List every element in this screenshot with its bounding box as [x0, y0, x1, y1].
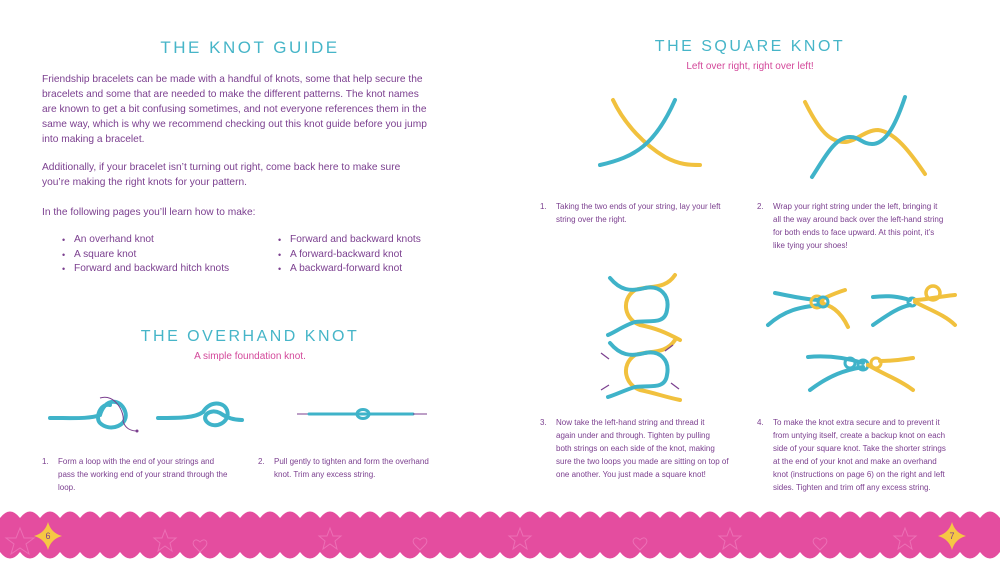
page-title: THE KNOT GUIDE — [160, 38, 340, 57]
step-line: from untying itself, create a backup knot on each — [773, 431, 946, 440]
intro-line: same way, which is why we recommend checking out this knot guide before you jump — [42, 119, 427, 130]
section-title: THE OVERHAND KNOT — [140, 328, 360, 345]
knot-list-right — [278, 233, 498, 277]
step-line: Pull gently to tighten and form the overhand — [274, 457, 429, 466]
decorative-footer-band — [0, 500, 1000, 570]
step-line: at the end of your knot and make an overhand — [773, 457, 937, 466]
square-knot-step4-illustration — [765, 285, 985, 400]
step-line: Now take the left-hand string and thread it — [556, 418, 705, 427]
step-number: 2. — [258, 457, 265, 466]
step-number: 1. — [42, 457, 49, 466]
step-line: Form a loop with the end of your strings and — [58, 457, 215, 466]
intro-line: Friendship bracelets can be made with a handful of knots, some that help secure the — [42, 74, 423, 85]
second-paragraph — [42, 160, 482, 190]
page-title: THE SQUARE KNOT — [654, 38, 846, 55]
square-knot-step2-illustration — [800, 92, 930, 182]
step-line: one another. You just made a square knot! — [556, 470, 706, 479]
step-line: sides. Tighten and trim off any excess string. — [773, 483, 931, 492]
step-line: Wrap your right string under the left, bringing it — [773, 202, 938, 211]
list-item: • A square knot — [62, 248, 262, 263]
knot-list-left — [62, 233, 262, 277]
page-number-left: 6 — [45, 531, 51, 541]
intro-line: are known to get a bit confusing sometimes, and not everyone references them in the — [42, 104, 427, 115]
step-line: all the way around back over the left-hand string — [773, 215, 944, 224]
square-knot-step3-illustration — [605, 270, 690, 400]
list-item: • A backward-forward knot — [278, 262, 498, 277]
step-number: 3. — [540, 418, 547, 427]
intro-paragraph — [42, 72, 482, 147]
overhand-knot-illustration — [155, 398, 245, 433]
overhand-tightened-illustration — [295, 407, 430, 421]
step-line: Taking the two ends of your string, lay your left — [556, 202, 721, 211]
list-item: • Forward and backward hitch knots — [62, 262, 262, 277]
step-line: side of your square knot. Take the shorter strings — [773, 444, 946, 453]
step-line: string over the right. — [556, 215, 627, 224]
step-number: 1. — [540, 202, 547, 211]
step-line: loop. — [58, 483, 76, 492]
list-item: • Forward and backward knots — [278, 233, 498, 248]
overhand-loop-illustration — [45, 393, 145, 433]
step-line: knot (instructions on page 6) on the right and left — [773, 470, 945, 479]
list-item: • An overhand knot — [62, 233, 262, 248]
step-line: sure the two loops you made are sitting on top of — [556, 457, 729, 466]
step-number: 2. — [757, 202, 764, 211]
paragraph-line: Additionally, if your bracelet isn’t turning out right, come back here to make sure — [42, 162, 401, 173]
step-line: like tying your shoes! — [773, 241, 848, 250]
step-line: both strings on each side of the knot, making — [556, 444, 715, 453]
intro-line: into making a bracelet. — [42, 134, 145, 145]
list-item: • A forward-backward knot — [278, 248, 498, 263]
paragraph-line: you’re making the right knots for your pattern. — [42, 177, 247, 188]
step-number: 4. — [757, 418, 764, 427]
page-subtitle: Left over right, right over left! — [686, 61, 814, 72]
left-page — [0, 0, 500, 500]
step-line: To make the knot extra secure and to prevent it — [773, 418, 940, 427]
section-subtitle: A simple foundation knot. — [194, 351, 306, 362]
right-page — [500, 0, 1000, 500]
list-intro: In the following pages you’ll learn how to make: — [42, 207, 256, 218]
intro-line: bracelets and some that are needed to make the different patterns. The knot names — [42, 89, 419, 100]
step-line: again under and through. Tighten by pulling — [556, 431, 710, 440]
page-number-right: 7 — [949, 531, 955, 541]
step-line: for both ends to face upward. At this point, it’s — [773, 228, 935, 237]
square-knot-step1-illustration — [595, 95, 705, 170]
step-line: pass the working end of your strand through the — [58, 470, 228, 479]
step-line: knot. Trim any excess string. — [274, 470, 376, 479]
